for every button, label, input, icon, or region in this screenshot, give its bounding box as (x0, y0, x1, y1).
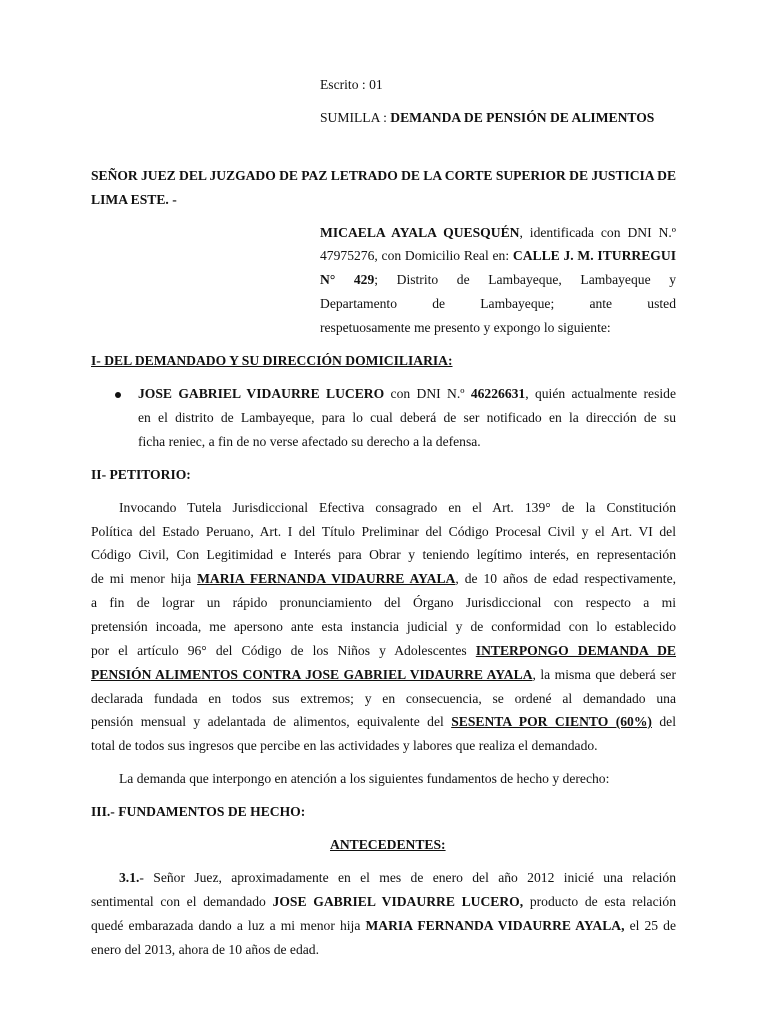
sumilla-value: DEMANDA DE PENSIÓN DE ALIMENTOS (390, 110, 655, 125)
plaintiff-line-5: respetuosamente me presento y expongo lo siguiente: (320, 320, 611, 335)
petitorio-line-2: Política del Estado Peruano, Art. I del Título Preliminar del Código Procesal Civil y el Art. VI del (91, 524, 676, 539)
plaintiff-line-4: Departamento de Lambayeque; ante usted (320, 296, 676, 311)
defendant-line-3: ficha reniec, a fin de no verse afectado su derecho a la defensa. (138, 434, 481, 449)
fact-line-1 (119, 870, 676, 886)
plaintiff-line-2 (320, 248, 676, 264)
escrito-label: Escrito : 01 (320, 77, 383, 92)
fact-defendant-name: JOSE GABRIEL VIDAURRE LUCERO, (272, 894, 524, 909)
fact-line-3-c: el 25 de (624, 918, 676, 933)
fact-child-name: MARIA FERNANDA VIDAURRE AYALA, (365, 918, 625, 933)
defendant-line-2: en el distrito de Lambayeque, para lo cual deberá de ser notificado en la dirección de su (138, 410, 676, 425)
addressee-line-2: LIMA ESTE. - (91, 192, 177, 207)
petitorio-line-10-a: pensión mensual y adelantada de alimentos, equivalente del (91, 714, 452, 729)
plaintiff-name: MICAELA AYALA QUESQUÉN (320, 225, 520, 240)
defendant-dni-label: con DNI N.º (384, 386, 471, 401)
defendant-dni: 46226631 (470, 386, 526, 401)
section-1-title: I- DEL DEMANDADO Y SU DIRECCIÓN DOMICILIARIA: (91, 353, 453, 368)
petitorio-line-8 (91, 667, 676, 683)
plaintiff-line-3-rest: ; Distrito de Lambayeque, Lambayeque y (374, 272, 676, 287)
demand-statement-1: INTERPONGO DEMANDA DE (475, 643, 676, 658)
sumilla-label: SUMILLA : (320, 110, 391, 125)
petitorio-line-10-c: del (651, 714, 676, 729)
section-2-title: II- PETITORIO: (91, 467, 191, 482)
fact-line-1-rest: - Señor Juez, aproximadamente en el mes de enero del año 2012 inicié una relación (139, 870, 676, 885)
demand-statement-2: PENSIÓN ALIMENTOS CONTRA JOSE GABRIEL VIDAURRE AYALA (91, 667, 533, 682)
sumilla-line (320, 110, 654, 126)
defendant-line-1-rest: , quién actualmente reside (525, 386, 676, 401)
plaintiff-line-3 (320, 272, 676, 288)
petitorio-line-9: declarada fundada en todos sus extremos; y en consecuencia, se ordené al demandado una (91, 691, 676, 706)
fact-line-3-a: quedé embarazada dando a luz a mi menor hija (91, 918, 366, 933)
pension-percentage: SESENTA POR CIENTO (60%) (451, 714, 652, 729)
antecedentes-title: ANTECEDENTES: (330, 837, 446, 852)
plaintiff-line-1-rest: , identificada con DNI N.º (519, 225, 676, 240)
petitorio-line-4-a: de mi menor hija (91, 571, 198, 586)
petitorio-line-4-c: , de 10 años de edad respectivamente, (455, 571, 676, 586)
plaintiff-line-1 (320, 225, 676, 241)
fact-line-4: enero del 2013, ahora de 10 años de edad. (91, 942, 319, 957)
fact-line-2 (91, 894, 676, 910)
defendant-line-1 (138, 386, 676, 402)
petitorio-line-8-b: , la misma que deberá ser (532, 667, 676, 682)
plaintiff-address-number: N° 429 (320, 272, 375, 287)
petitorio-line-7-a: por el artículo 96° del Código de los Niños y Adolescentes (91, 643, 476, 658)
addressee-line-1: SEÑOR JUEZ DEL JUZGADO DE PAZ LETRADO DE LA CORTE SUPERIOR DE JUSTICIA DE (91, 168, 676, 183)
petitorio-line-6: pretensión incoada, me apersono ante esta instancia judicial y de conformidad con lo establecido (91, 619, 676, 634)
plaintiff-line-2-text: 47975276, con Domicilio Real en: (320, 248, 513, 263)
petitorio-line-1: Invocando Tutela Jurisdiccional Efectiva consagrado en el Art. 139° de la Constitución (119, 500, 676, 515)
petitorio-closing: La demanda que interpongo en atención a los siguientes fundamentos de hecho y derecho: (119, 771, 610, 786)
defendant-name: JOSE GABRIEL VIDAURRE LUCERO (138, 386, 385, 401)
petitorio-line-10 (91, 714, 676, 730)
petitorio-line-11: total de todos sus ingresos que percibe en las actividades y labores que realiza el demandado. (91, 738, 598, 753)
fact-number: 3.1. (119, 870, 140, 885)
petitorio-line-5: a fin de lograr un rápido pronunciamiento del Órgano Jurisdiccional con respecto a mi (91, 595, 676, 610)
petitorio-line-4 (91, 571, 676, 587)
plaintiff-address: CALLE J. M. ITURREGUI (512, 248, 676, 263)
fact-line-3 (91, 918, 676, 934)
petitorio-line-7 (91, 643, 676, 659)
fact-line-2-c: producto de esta relación (523, 894, 676, 909)
child-name: MARIA FERNANDA VIDAURRE AYALA (197, 571, 456, 586)
section-3-title: III.- FUNDAMENTOS DE HECHO: (91, 804, 306, 819)
petitorio-line-3: Código Civil, Con Legitimidad e Interés para Obrar y teniendo legítimo interés, en representación (91, 547, 676, 562)
bullet-icon (115, 392, 121, 398)
fact-line-2-a: sentimental con el demandado (91, 894, 273, 909)
